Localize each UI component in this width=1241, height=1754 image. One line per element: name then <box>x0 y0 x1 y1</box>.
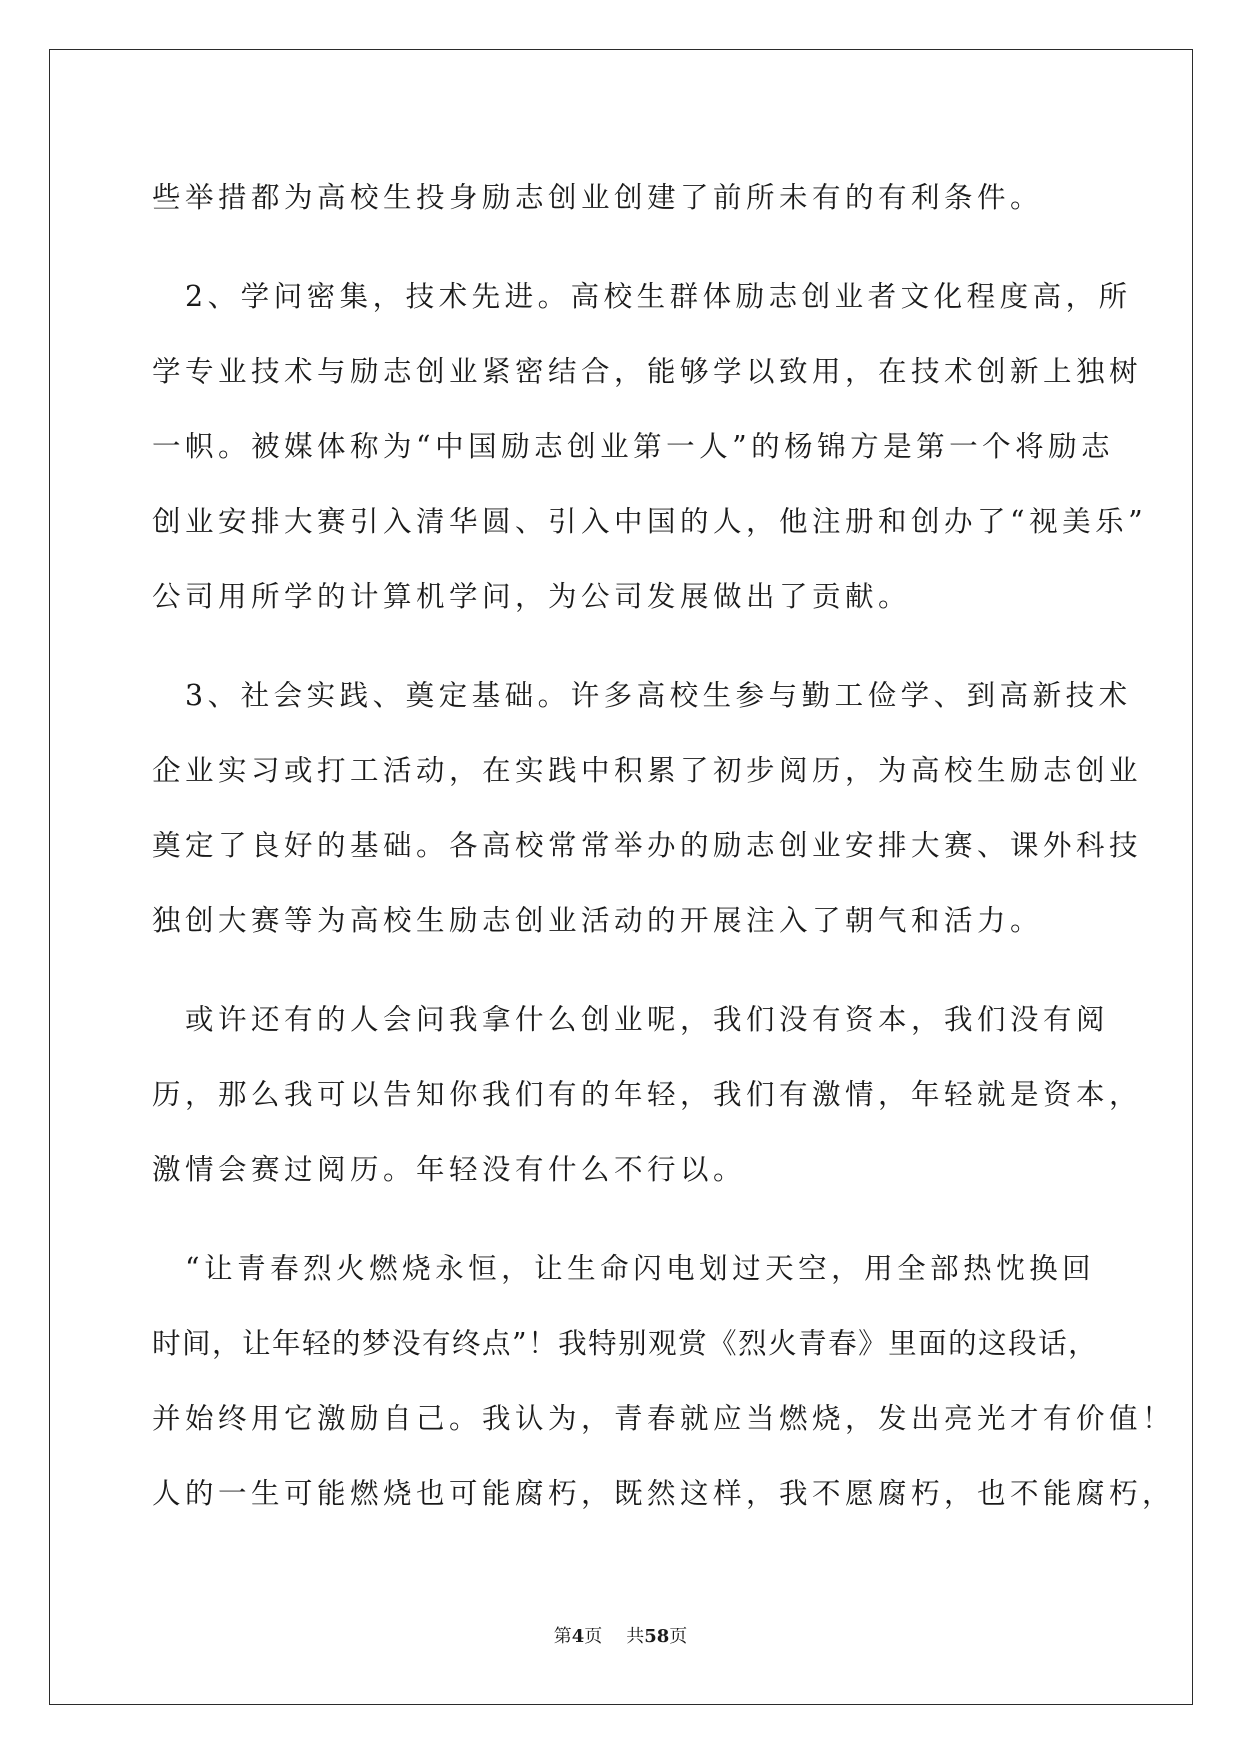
text-line: 公司用所学的计算机学问，为公司发展做出了贡献。 <box>152 580 912 613</box>
text-line: 3、社会实践、奠定基础。许多高校生参与勤工俭学、到高新技术 <box>152 679 1132 712</box>
text-line: 学专业技术与励志创业紧密结合，能够学以致用，在技术创新上独树 <box>152 355 1143 388</box>
total-pages: 58 <box>644 1626 670 1647</box>
text-line: 或许还有的人会问我拿什么创业呢，我们没有资本，我们没有阅 <box>152 1003 1110 1036</box>
text-line: 并始终用它激励自己。我认为，青春就应当燃烧，发出亮光才有价值！ <box>152 1402 1176 1435</box>
page-suffix: 页 <box>584 1626 603 1647</box>
text-line: 一帜。被媒体称为“中国励志创业第一人”的杨锦方是第一个将励志 <box>152 430 1115 463</box>
text-line: 历，那么我可以告知你我们有的年轻，我们有激情，年轻就是资本， <box>152 1078 1143 1111</box>
text-line: 时间，让年轻的梦没有终点”！我特别观赏《烈火青春》里面的这段话， <box>152 1327 1099 1360</box>
page-number: 4 <box>571 1626 585 1647</box>
total-suffix: 页 <box>669 1626 688 1647</box>
text-line: 些举措都为高校生投身励志创业创建了前所未有的有利条件。 <box>152 181 1044 214</box>
text-line: 奠定了良好的基础。各高校常常举办的励志创业安排大赛、课外科技 <box>152 829 1143 862</box>
total-prefix: 共 <box>626 1626 645 1647</box>
text-line: 激情会赛过阅历。年轻没有什么不行以。 <box>152 1153 747 1186</box>
page-prefix: 第 <box>553 1626 572 1647</box>
text-line: 企业实习或打工活动，在实践中积累了初步阅历，为高校生励志创业 <box>152 754 1143 787</box>
document-body <box>152 160 1176 1531</box>
text-line: 人的一生可能燃烧也可能腐朽，既然这样，我不愿腐朽，也不能腐朽， <box>152 1477 1176 1510</box>
text-line: 2、学问密集，技术先进。高校生群体励志创业者文化程度高，所 <box>152 280 1132 313</box>
text-line: 创业安排大赛引入清华圆、引入中国的人，他注册和创办了“视美乐” <box>152 505 1148 538</box>
page-footer <box>0 1622 1241 1648</box>
text-line: “让青春烈火燃烧永恒，让生命闪电划过天空，用全部热忱换回 <box>152 1252 1096 1285</box>
text-line: 独创大赛等为高校生励志创业活动的开展注入了朝气和活力。 <box>152 904 1044 937</box>
